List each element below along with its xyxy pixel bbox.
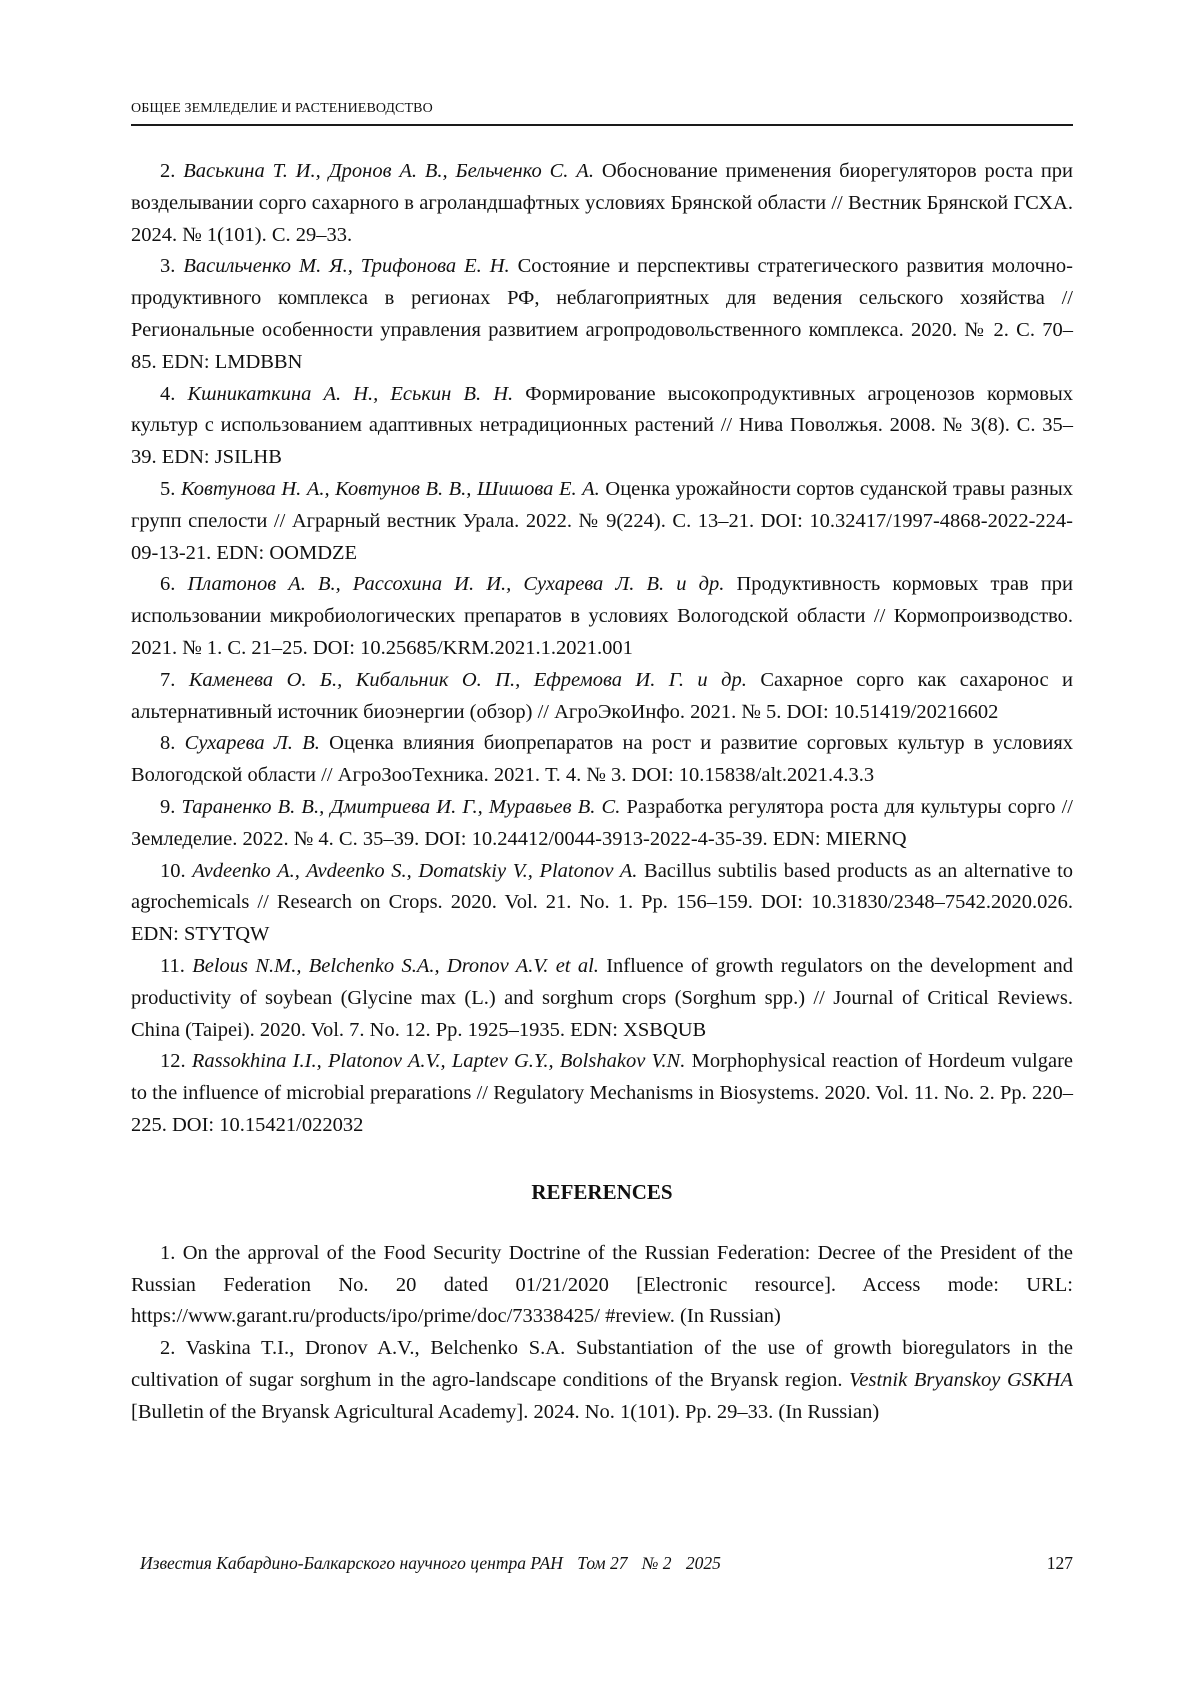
footer-issue: № 2 bbox=[642, 1553, 672, 1573]
references-section-title: REFERENCES bbox=[131, 1176, 1073, 1208]
reference-en-2 bbox=[131, 1333, 1073, 1428]
header-rule bbox=[131, 124, 1073, 126]
article-content bbox=[131, 156, 1073, 1428]
reference-text: Формирование высокопродуктивных агроценозов кормовых культур с использованием адаптивных нетрадиционных растений // Нива Поволжья. 2008. № 3(8). С. 35–39. EDN: JSILHB bbox=[131, 383, 1073, 469]
reference-authors: Avdeenko A., Avdeenko S., Domatskiy V., Platonov A. bbox=[192, 860, 637, 882]
reference-number: 12. bbox=[160, 1050, 186, 1072]
reference-number: 1. bbox=[160, 1242, 175, 1264]
reference-authors: Сухарева Л. В. bbox=[185, 732, 320, 754]
reference-text: Продуктивность кормовых трав при использовании микробиологических препаратов в условиях Вологодской области // Кормопроизводство. 2021. № 1. С. 21–25. DOI: 10.25685/KRM.2021.1.2021.001 bbox=[131, 573, 1073, 659]
reference-text: Оценка урожайности сортов суданской травы разных групп спелости // Аграрный вестник Урала. 2022. № 9(224). С. 13–21. DOI: 10.32417/1997-4868-2022-224-09-13-21. EDN: OOMDZE bbox=[131, 478, 1073, 564]
running-footer bbox=[140, 1553, 1073, 1574]
reference-number: 2. bbox=[160, 1337, 175, 1359]
reference-number: 5. bbox=[160, 478, 175, 500]
reference-ru-12 bbox=[131, 1046, 1073, 1141]
footer-volume: Том 27 bbox=[577, 1553, 627, 1573]
reference-ru-3 bbox=[131, 251, 1073, 378]
reference-number: 4. bbox=[160, 383, 175, 405]
reference-number: 3. bbox=[160, 255, 175, 277]
reference-ru-10 bbox=[131, 856, 1073, 951]
reference-authors: Ковтунова Н. А., Ковтунов В. В., Шишова Е. А. bbox=[181, 478, 600, 500]
reference-authors: Васильченко М. Я., Трифонова Е. Н. bbox=[183, 255, 509, 277]
reference-ru-6 bbox=[131, 569, 1073, 664]
reference-journal-title: Vestnik Bryanskoy GSKHA bbox=[849, 1369, 1073, 1391]
reference-text: Оценка влияния биопрепаратов на рост и развитие сорговых культур в условиях Вологодской области // АгроЗооТехника. 2021. Т. 4. № 3. DOI: 10.15838/alt.2021.4.3.3 bbox=[131, 732, 1073, 786]
reference-ru-2 bbox=[131, 156, 1073, 251]
reference-text: Bacillus subtilis based products as an alternative to agrochemicals // Research on Crops. 2020. Vol. 21. No. 1. Pp. 156–159. DOI: 10.31830/2348–7542.2020.026. EDN: STYTQW bbox=[131, 860, 1073, 946]
reference-text: Обоснование применения биорегуляторов роста при возделывании сорго сахарного в агроландшафтных условиях Брянской области // Вестник Брянской ГСХА. 2024. № 1(101). С. 29–33. bbox=[131, 160, 1073, 246]
reference-ru-4 bbox=[131, 379, 1073, 474]
reference-ru-8 bbox=[131, 728, 1073, 792]
reference-authors: Каменева О. Б., Кибальник О. П., Ефремова И. Г. и др. bbox=[189, 669, 747, 691]
reference-authors: Belous N.M., Belchenko S.A., Dronov A.V. et al. bbox=[192, 955, 599, 977]
reference-text: Vaskina T.I., Dronov A.V., Belchenko S.A. Substantiation of the use of growth bioregulators in the cultivation of sugar sorghum in the agro-landscape conditions of the Bryansk region. bbox=[131, 1337, 1073, 1391]
reference-text: Состояние и перспективы стратегического развития молочно-продуктивного комплекса в регионах РФ, неблагоприятных для ведения сельского хозяйства // Региональные особенности управления развитием агропродовольственного комплекса. 2020. № 2. С. 70–85. EDN: LMDBBN bbox=[131, 255, 1073, 372]
reference-text: Сахарное сорго как сахаронос и альтернативный источник биоэнергии (обзор) // АгроЭкоИнфо. 2021. № 5. DOI: 10.51419/20216602 bbox=[131, 669, 1073, 723]
reference-number: 8. bbox=[160, 732, 175, 754]
reference-ru-11 bbox=[131, 951, 1073, 1046]
reference-authors: Васькина Т. И., Дронов А. В., Бельченко С. А. bbox=[183, 160, 594, 182]
reference-authors: Платонов А. В., Рассохина И. И., Сухарева Л. В. и др. bbox=[187, 573, 724, 595]
reference-number: 11. bbox=[160, 955, 185, 977]
reference-text: [Bulletin of the Bryansk Agricultural Academy]. 2024. No. 1(101). Pp. 29–33. (In Russian) bbox=[131, 1401, 879, 1423]
reference-authors: Тараненко В. В., Дмитриева И. Г., Муравьев В. С. bbox=[182, 796, 621, 818]
reference-text: Разработка регулятора роста для культуры сорго // Земледелие. 2022. № 4. С. 35–39. DOI: 10.24412/0044-3913-2022-4-35-39. EDN: MIERNQ bbox=[131, 796, 1073, 850]
reference-number: 9. bbox=[160, 796, 175, 818]
reference-number: 6. bbox=[160, 573, 175, 595]
footer-journal-title: Известия Кабардино-Балкарского научного центра РАН bbox=[140, 1553, 563, 1573]
reference-authors: Кшникаткина А. Н., Еськин В. Н. bbox=[187, 383, 513, 405]
reference-en-1 bbox=[131, 1238, 1073, 1333]
references-en-list bbox=[131, 1238, 1073, 1429]
reference-text: Influence of growth regulators on the development and productivity of soybean (Glycine max (L.) and sorghum crops (Sorghum spp.) // Journal of Critical Reviews. China (Taipei). 2020. Vol. 7. No. 12. Pp. 1925–1935. EDN: XSBQUB bbox=[131, 955, 1073, 1041]
running-header: ОБЩЕЕ ЗЕМЛЕДЕЛИЕ И РАСТЕНИЕВОДСТВО bbox=[131, 101, 433, 117]
reference-number: 10. bbox=[160, 860, 186, 882]
reference-ru-5 bbox=[131, 474, 1073, 569]
reference-ru-7 bbox=[131, 665, 1073, 729]
reference-text: Morphophysical reaction of Hordeum vulgare to the influence of microbial preparations // Regulatory Mechanisms in Biosystems. 2020. Vol. 11. No. 2. Pp. 220–225. DOI: 10.15421/022032 bbox=[131, 1050, 1073, 1136]
references-ru-list bbox=[131, 156, 1073, 1142]
reference-number: 2. bbox=[160, 160, 175, 182]
reference-number: 7. bbox=[160, 669, 175, 691]
page bbox=[131, 0, 1073, 1697]
reference-text: On the approval of the Food Security Doctrine of the Russian Federation: Decree of the President of the Russian Federation No. 20 dated 01/21/2020 [Electronic resource]. Access mode: URL: https://www.garant.ru/products/ipo/prime/doc/73338425/ #review. (In Russian) bbox=[131, 1242, 1073, 1328]
reference-authors: Rassokhina I.I., Platonov A.V., Laptev G.Y., Bolshakov V.N. bbox=[192, 1050, 685, 1072]
reference-ru-9 bbox=[131, 792, 1073, 856]
page-number: 127 bbox=[1047, 1553, 1073, 1574]
footer-year: 2025 bbox=[686, 1553, 721, 1573]
